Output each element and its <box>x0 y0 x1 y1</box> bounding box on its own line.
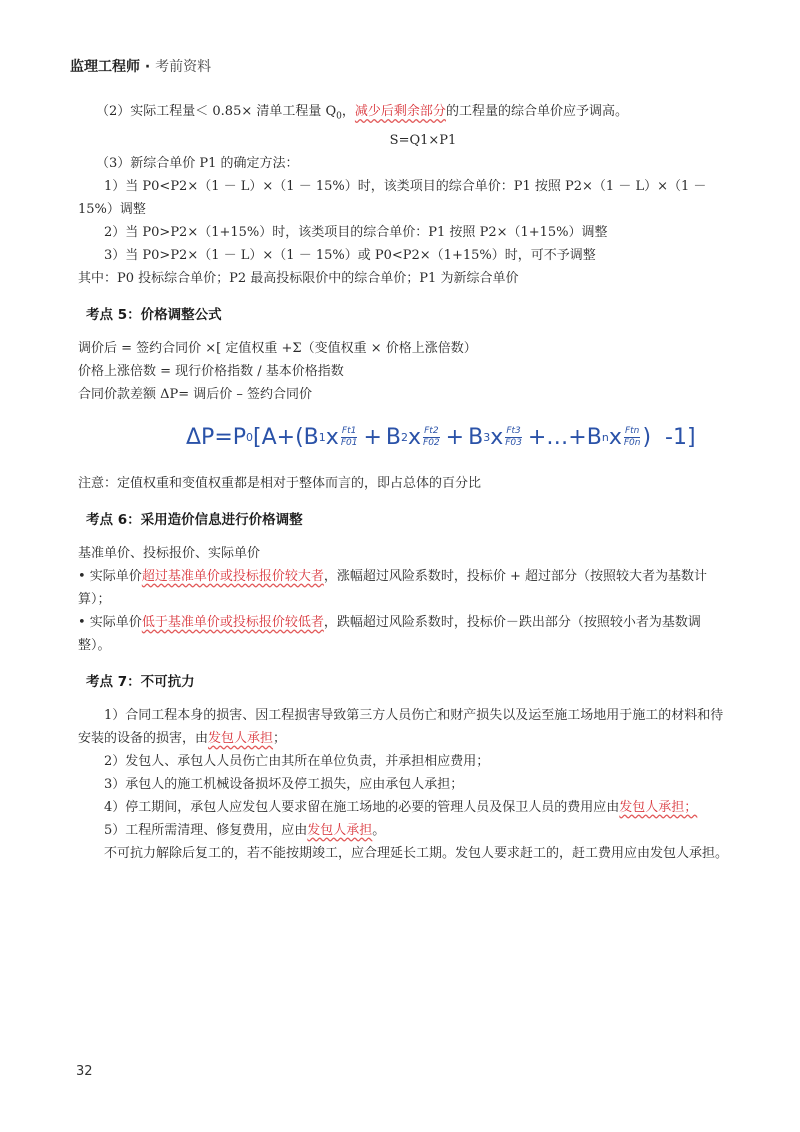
fraction-n-num: Ftn <box>624 426 640 437</box>
bullet1-highlight: 超过基准单价或投标报价较大者 <box>141 568 324 584</box>
fraction-1-den: F01 <box>340 438 358 449</box>
formula-x3: x <box>490 425 504 451</box>
formula-plus-1: + <box>363 425 382 451</box>
formula-x2: x <box>407 425 422 451</box>
item1-pre: 1）合同工程本身的损害、因工程损害导致第三方人员伤亡和财产损失以及运至施工场地用于施工的材料和待安装的设备的损害，由 <box>78 707 724 746</box>
section6-bullet1 <box>78 565 728 611</box>
fraction-2 <box>422 426 441 449</box>
item3-3: 3）当 P0>P2×（1 － L）×（1 － 15%）或 P0<P2×（1+15%）时，可不予调整 <box>104 247 596 263</box>
item5-post: 。 <box>372 822 386 838</box>
header-title: 监理工程师 <box>70 59 140 75</box>
section7-item5 <box>78 819 728 842</box>
price-adjustment-formula <box>186 414 728 462</box>
item1-highlight: 发包人承担 <box>208 730 274 746</box>
formula-lhs-sub: 0 <box>246 431 254 445</box>
section5-line3: 合同价款差额 ΔP= 调后价 – 签约合同价 <box>78 386 313 402</box>
item2-text: （2）实际工程量＜ 0.85× 清单工程量 Q <box>96 104 337 119</box>
formula-close: ) -1] <box>642 425 696 451</box>
item2-highlight: 减少后剩余部分 <box>354 104 446 119</box>
section6-line1: 基准单价、投标报价、实际单价 <box>78 545 261 561</box>
formula-s: S=Q1×P1 <box>389 132 457 148</box>
fraction-3-num: Ft3 <box>506 426 521 437</box>
fraction-n-den: F0n <box>623 438 641 449</box>
formula-b3-label: B <box>468 425 484 451</box>
formula-plus-2: + <box>445 425 465 451</box>
item2-paragraph <box>78 100 728 129</box>
bullet2-post: ，跌幅超过风险系数时，投标价－跌出部分（按照较小者为基数调整）。 <box>78 614 701 653</box>
item2-sub: 0 <box>336 111 342 122</box>
fraction-3 <box>504 426 523 449</box>
section7-title: 考点 7：不可抗力 <box>86 673 195 690</box>
section6-title: 考点 6：采用造价信息进行价格调整 <box>86 511 303 528</box>
item2-post: 的工程量的综合单价应予调高。 <box>445 104 628 119</box>
bullet2-highlight: 低于基准单价或投标报价较低者 <box>141 614 324 630</box>
page-content <box>78 100 728 865</box>
formula-open: [A+(B <box>253 425 319 451</box>
fraction-2-den: F02 <box>423 438 440 449</box>
section5-note: 注意：定值权重和变值权重都是相对于整体而言的，即占总体的百分比 <box>78 475 482 491</box>
fraction-1 <box>340 426 359 449</box>
formula-xn: x <box>608 425 622 451</box>
item1-post: ； <box>273 730 287 746</box>
item5-pre: 5）工程所需清理、修复费用，应由 <box>104 822 308 838</box>
section7-last: 不可抗力解除后复工的，若不能按期竣工，应合理延长工期。发包人要求赶工的，赶工费用应由发包人承担。 <box>104 845 729 861</box>
page-header <box>70 56 211 76</box>
item4-highlight: 发包人承担； <box>619 799 698 815</box>
formula-b1-sub: 1 <box>318 431 326 445</box>
section6-bullet2 <box>78 611 728 657</box>
bullet1-pre: • 实际单价 <box>78 568 142 584</box>
section7-item3: 3）承包人的施工机械设备损坏及停工损失，应由承包人承担； <box>104 776 464 792</box>
item4-pre: 4）停工期间，承包人应发包人要求留在施工场地的必要的管理人员及保卫人员的费用应由 <box>104 799 620 815</box>
section7-item2: 2）发包人、承包人人员伤亡由其所在单位负责，并承担相应费用； <box>104 753 490 769</box>
section5-line1: 调价后 = 签约合同价 ×[ 定值权重 +Σ（变值权重 × 价格上涨倍数） <box>78 340 477 356</box>
formula-b2-label: B <box>385 425 401 451</box>
page-number: 32 <box>76 1064 93 1079</box>
formula-b2-sub: 2 <box>400 431 408 445</box>
bullet1-post: ，涨幅超过风险系数时，投标价 + 超过部分（按照较大者为基数计算）； <box>78 568 707 607</box>
item3-title: （3）新综合单价 P1 的确定方法： <box>96 155 299 171</box>
formula-x1: x <box>325 425 339 451</box>
fraction-1-num: Ft1 <box>341 426 357 437</box>
section7-item4 <box>78 796 728 819</box>
item3-1: 1）当 P0<P2×（1 － L）×（1 － 15%）时，该类项目的综合单价：P1 按照 P2×（1 － L）×（1 － 15%）调整 <box>78 178 707 217</box>
fraction-3-den: F03 <box>505 438 522 449</box>
fraction-n <box>623 426 642 449</box>
item3-note: 其中：P0 投标综合单价；P2 最高投标限价中的综合单价；P1 为新综合单价 <box>78 270 519 286</box>
formula-lhs: ΔP=P <box>186 425 247 451</box>
section7-item1 <box>78 704 728 750</box>
item3-2: 2）当 P0>P2×（1+15%）时，该类项目的综合单价：P1 按照 P2×（1+15%）调整 <box>104 224 608 240</box>
item5-highlight: 发包人承担 <box>307 822 373 838</box>
formula-dots: +…+B <box>527 425 602 451</box>
item2-mid: ， <box>341 104 355 119</box>
bullet2-pre: • 实际单价 <box>78 614 142 630</box>
formula-bn-sub: n <box>601 431 609 445</box>
fraction-2-num: Ft2 <box>424 426 439 437</box>
formula-b3-sub: 3 <box>483 431 491 445</box>
section5-title: 考点 5：价格调整公式 <box>86 306 222 323</box>
header-separator: · <box>144 59 151 75</box>
section5-line2: 价格上涨倍数 = 现行价格指数 / 基本价格指数 <box>78 363 344 379</box>
header-subtitle: 考前资料 <box>155 59 212 75</box>
